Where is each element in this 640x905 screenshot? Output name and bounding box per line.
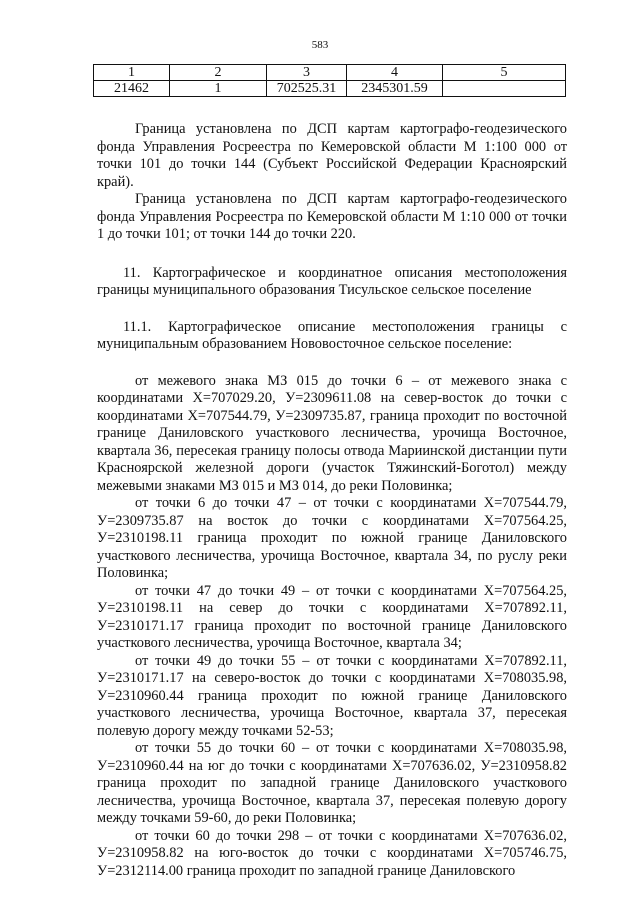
table-header-cell: 3 — [267, 65, 347, 81]
table-cell: 1 — [170, 81, 267, 97]
page-number: 583 — [311, 39, 329, 51]
table-row — [94, 81, 566, 97]
coordinates-table — [93, 64, 566, 97]
table-cell: 702525.31 — [267, 81, 347, 97]
paragraph: от точки 49 до точки 55 – от точки с координатами Х=707892.11, У=2310171.17 на северо-восток до точки с координатами Х=708035.98, У=2310960.44 граница проходит по южной границе Даниловского участкового лесничества, урочища Восточное, квартала 37, пересекая полевую дорогу между точками 52-53; — [97, 652, 567, 739]
table-header-cell: 2 — [170, 65, 267, 81]
paragraph: от межевого знака МЗ 015 до точки 6 – от межевого знака с координатами Х=707029.20, У=2309611.08 на север-восток до точки с координатами Х=707544.79, У=2309735.87, граница проходит по восточной границе Даниловского участкового лесничества, урочища Восточное, квартала 36, пересекая границу полосы отвода Мариинской дистанции пути Красноярской железной дороги (участок Тяжинский-Боготол) между межевыми знаками МЗ 015 и МЗ 014, до реки Половинка; — [97, 372, 567, 494]
document-body — [97, 121, 567, 880]
table-header-cell: 4 — [347, 65, 443, 81]
table-header-row — [94, 65, 566, 81]
table-cell: 2345301.59 — [347, 81, 443, 97]
table-cell: 21462 — [94, 81, 170, 97]
paragraph: Граница установлена по ДСП картам картографо-геодезического фонда Управления Росреестра по Кемеровской области М 1:10 000 от точки 1 до точки 101; от точки 144 до точки 220. — [97, 191, 567, 242]
table-header-cell: 5 — [443, 65, 566, 81]
paragraph: от точки 60 до точки 298 – от точки с координатами Х=707636.02, У=2310958.82 на юго-восток до точки с координатами Х=705746.75, У=2312114.00 граница проходит по западной границе Даниловского — [97, 827, 567, 879]
paragraph: от точки 6 до точки 47 – от точки с координатами Х=707544.79, У=2309735.87 на восток до точки с координатами Х=707564.25, У=2310198.11 граница проходит по южной границе Даниловского участкового лесничества, урочища Восточное, квартала 34, по руслу реки Половинка; — [97, 495, 567, 581]
section-heading: 11. Картографическое и координатное описания местоположения границы муниципального образования Тисульское сельское поселение — [97, 264, 567, 298]
subsection-heading: 11.1. Картографическое описание местоположения границы с муниципальным образованием Нововосточное сельское поселение: — [97, 318, 567, 352]
paragraph: Граница установлена по ДСП картам картографо-геодезического фонда Управления Росреестра по Кемеровской области М 1:100 000 от точки 101 до точки 144 (Субъект Российской Федерации Красноярский край). — [97, 121, 567, 190]
table-header-cell: 1 — [94, 65, 170, 81]
table-cell — [443, 81, 566, 97]
paragraph: от точки 55 до точки 60 – от точки с координатами Х=708035.98, У=2310960.44 на юг до точки с координатами Х=707636.02, У=2310958.82 граница проходит по западной границе Даниловского участкового лесничества, урочища Восточное, квартала 37, пересекая полевую дорогу между точками 59-60, до реки Половинка; — [97, 740, 567, 826]
paragraph: от точки 47 до точки 49 – от точки с координатами Х=707564.25, У=2310198.11 на север до точки с координатами Х=707892.11, У=2310171.17 граница проходит по восточной границе Даниловского участкового лесничества, урочища Восточное, квартала 34; — [97, 582, 567, 651]
